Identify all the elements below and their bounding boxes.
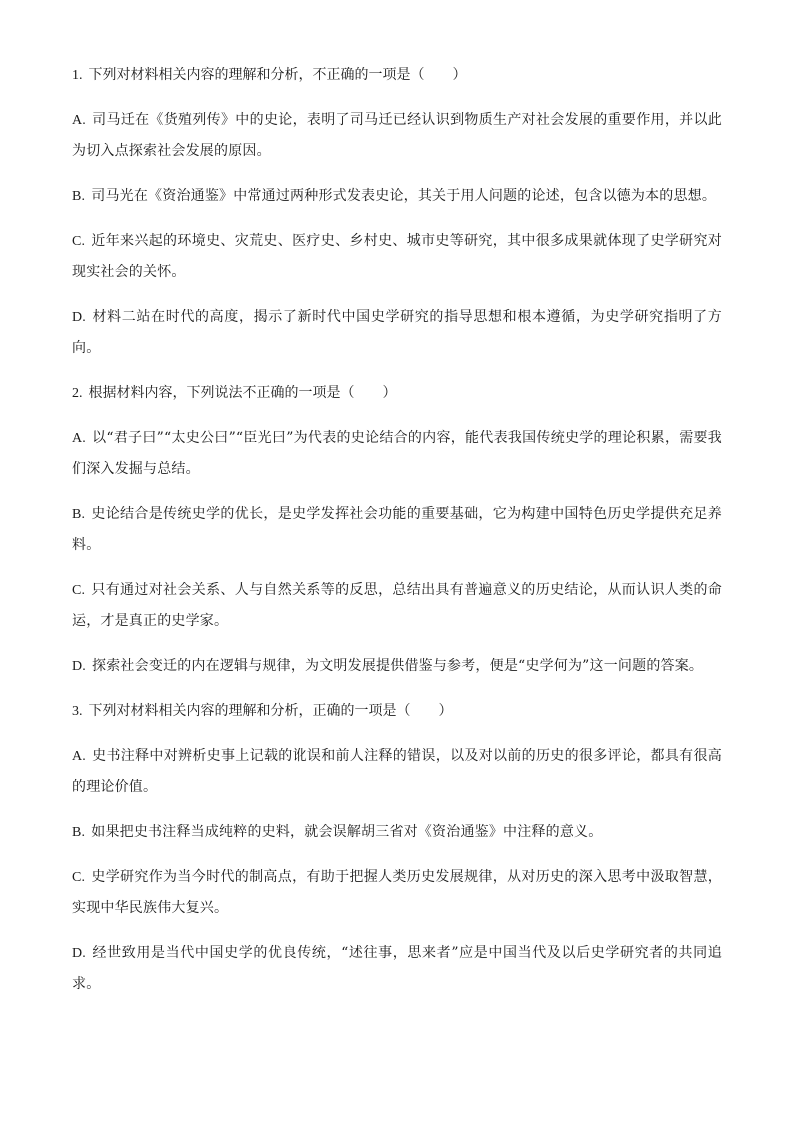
- question-number: 2.: [72, 386, 83, 401]
- option-text: 经世致用是当代中国史学的优良传统，“述往事，思来者”应是中国当代及以后史学研究者的共同追求。: [72, 945, 722, 992]
- option-label: A.: [72, 749, 87, 764]
- option-text: 只有通过对社会关系、人与自然关系等的反思，总结出具有普遍意义的历史结论，从而认识人类的命运，才是真正的史学家。: [72, 582, 722, 629]
- option-b: [72, 181, 722, 212]
- option-a: [72, 105, 722, 167]
- option-c: [72, 862, 722, 924]
- option-label: D.: [72, 946, 87, 961]
- option-text: 材料二站在时代的高度，揭示了新时代中国史学研究的指导思想和根本遵循，为史学研究指明了方向。: [72, 309, 722, 356]
- option-text: 如果把史书注释当成纯粹的史料，就会误解胡三省对《资治通鉴》中注释的意义。: [91, 824, 603, 840]
- question-number: 3.: [72, 704, 83, 719]
- option-b: [72, 499, 722, 561]
- option-text: 史论结合是传统史学的优长，是史学发挥社会功能的重要基础，它为构建中国特色历史学提供充足养料。: [72, 506, 722, 553]
- option-label: B.: [72, 189, 86, 204]
- question-text: 根据材料内容，下列说法不正确的一项是（ ）: [88, 385, 397, 401]
- question-number: 1.: [72, 68, 83, 83]
- option-text: 以“君子曰”“太史公曰”“臣光曰”为代表的史论结合的内容，能代表我国传统史学的理论积累，需要我们深入发掘与总结。: [72, 430, 722, 477]
- option-label: D.: [72, 659, 87, 674]
- option-label: B.: [72, 825, 86, 840]
- option-c: [72, 226, 722, 288]
- document-page: [72, 60, 722, 1014]
- option-d: [72, 938, 722, 1000]
- option-label: A.: [72, 113, 87, 128]
- option-label: C.: [72, 870, 86, 885]
- option-text: 司马迁在《货殖列传》中的史论，表明了司马迁已经认识到物质生产对社会发展的重要作用，并以此为切入点探索社会发展的原因。: [72, 112, 722, 159]
- question-3: [72, 696, 722, 1000]
- question-2: [72, 378, 722, 682]
- question-stem: [72, 378, 722, 409]
- option-text: 近年来兴起的环境史、灾荒史、医疗史、乡村史、城市史等研究，其中很多成果就体现了史学研究对现实社会的关怀。: [72, 233, 722, 280]
- option-a: [72, 423, 722, 485]
- option-label: C.: [72, 583, 86, 598]
- option-text: 司马光在《资治通鉴》中常通过两种形式发表史论，其关于用人问题的论述，包含以德为本的思想。: [91, 188, 717, 204]
- option-text: 史学研究作为当今时代的制高点，有助于把握人类历史发展规律，从对历史的深入思考中汲取智慧，实现中华民族伟大复兴。: [72, 869, 722, 916]
- option-b: [72, 817, 722, 848]
- option-label: D.: [72, 310, 87, 325]
- option-label: A.: [72, 431, 87, 446]
- question-text: 下列对材料相关内容的理解和分析，不正确的一项是（ ）: [88, 67, 467, 83]
- option-c: [72, 575, 722, 637]
- option-a: [72, 741, 722, 803]
- option-label: C.: [72, 234, 86, 249]
- question-stem: [72, 60, 722, 91]
- option-d: [72, 651, 722, 682]
- option-d: [72, 302, 722, 364]
- question-text: 下列对材料相关内容的理解和分析，正确的一项是（ ）: [88, 703, 453, 719]
- option-label: B.: [72, 507, 86, 522]
- question-1: [72, 60, 722, 364]
- option-text: 史书注释中对辨析史事上记载的讹误和前人注释的错误，以及对以前的历史的很多评论，都具有很高的理论价值。: [72, 748, 722, 795]
- option-text: 探索社会变迁的内在逻辑与规律，为文明发展提供借鉴与参考，便是“史学何为”这一问题的答案。: [92, 658, 704, 674]
- question-stem: [72, 696, 722, 727]
